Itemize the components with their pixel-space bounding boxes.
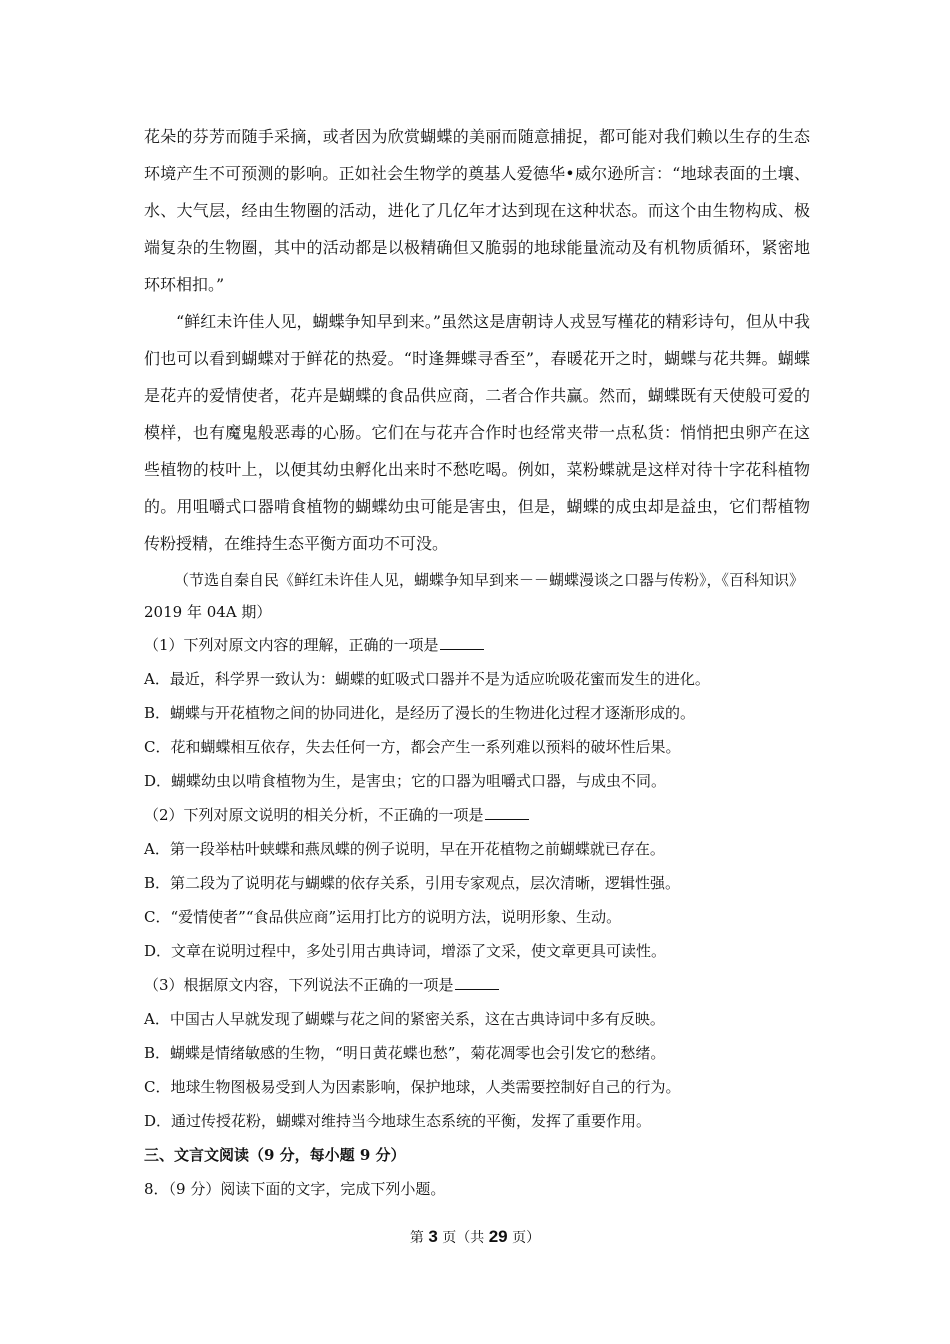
footer-middle: 页（共: [442, 1230, 485, 1246]
question-2-option-d: D．文章在说明过程中，多处引用古典诗词，增添了文采，使文章更具可读性。: [144, 942, 667, 960]
question-1: [144, 628, 810, 798]
question-1-option-b: B．蝴蝶与开花植物之间的协同进化，是经历了漫长的生物进化过程才逐渐形成的。: [144, 704, 696, 722]
question-2: [144, 798, 810, 968]
question-1-stem: （1）下列对原文内容的理解，正确的一项是: [144, 636, 439, 654]
footer-total-pages: 29: [488, 1227, 508, 1246]
question-3-option-d: D．通过传授花粉，蝴蝶对维持当今地球生态系统的平衡，发挥了重要作用。: [144, 1112, 652, 1130]
question-2-stem: （2）下列对原文说明的相关分析，不正确的一项是: [144, 806, 484, 824]
article-paragraph-2: “鲜红未许佳人见，蝴蝶争知早到来。”虽然这是唐朝诗人戎昱写槿花的精彩诗句，但从中我们也可以看到蝴蝶对于鲜花的热爱。“时逢舞蝶寻香至”，春暖花开之时，蝴蝶与花共舞。蝴蝶是花卉的爱情使者，花卉是蝴蝶的食品供应商，二者合作共赢。然而，蝴蝶既有天使般可爱的模样，也有魔鬼般恶毒的心肠。它们在与花卉合作时也经常夹带一点私货：悄悄把虫卵产在这些植物的枝叶上，以便其幼虫孵化出来时不愁吃喝。例如，菜粉蝶就是这样对待十字花科植物的。用咀嚼式口器啃食植物的蝴蝶幼虫可能是害虫，但是，蝴蝶的成虫却是益虫，它们帮植物传粉授精，在维持生态平衡方面功不可没。: [144, 312, 810, 553]
question-3-option-b: B．蝴蝶是情绪敏感的生物，“明日黄花蝶也愁”，菊花凋零也会引发它的愁绪。: [144, 1044, 666, 1062]
answer-blank: [455, 974, 499, 990]
page-footer: [0, 1227, 950, 1247]
section-heading: 三、文言文阅读（9 分，每小题 9 分）: [144, 1146, 406, 1164]
footer-prefix: 第: [409, 1230, 424, 1246]
question-1-option-d: D．蝴蝶幼虫以啃食植物为生，是害虫；它的口器为咀嚼式口器，与成虫不同。: [144, 772, 667, 790]
question-3-stem: （3）根据原文内容，下列说法不正确的一项是: [144, 976, 454, 994]
question-2-option-a: A．第一段举枯叶蛱蝶和燕凤蝶的例子说明，早在开花植物之前蝴蝶就已存在。: [144, 840, 665, 858]
question-1-option-c: C．花和蝴蝶相互依存，失去任何一方，都会产生一系列难以预料的破坏性后果。: [144, 738, 681, 756]
article-paragraph-1: 花朵的芬芳而随手采摘，或者因为欣赏蝴蝶的美丽而随意捕捉，都可能对我们赖以生存的生态环境产生不可预测的影响。正如社会生物学的奠基人爱德华•威尔逊所言：“地球表面的土壤、水、大气层，经由生物圈的活动，进化了几亿年才达到现在这种状态。而这个由生物构成、极端复杂的生物圈，其中的活动都是以极精确但又脆弱的地球能量流动及有机物质循环，紧密地环环相扣。”: [144, 127, 810, 294]
question-2-option-c: C．“爱情使者”“食品供应商”运用打比方的说明方法，说明形象、生动。: [144, 908, 622, 926]
document-page: [144, 118, 810, 1206]
footer-page-number: 3: [428, 1227, 438, 1246]
question-1-option-a: A．最近，科学界一致认为：蝴蝶的虹吸式口器并不是为适应吮吸花蜜而发生的进化。: [144, 670, 710, 688]
footer-suffix: 页）: [512, 1230, 541, 1246]
article-source: （节选自秦自民《鲜红未许佳人见，蝴蝶争知早到来－－蝴蝶漫谈之口器与传粉》，《百科知识》2019 年 04A 期）: [144, 571, 805, 621]
question-3-option-c: C．地球生物图极易受到人为因素影响，保护地球，人类需要控制好自己的行为。: [144, 1078, 681, 1096]
answer-blank: [485, 804, 529, 820]
question-3-option-a: A．中国古人早就发现了蝴蝶与花之间的紧密关系，这在古典诗词中多有反映。: [144, 1010, 665, 1028]
task-instruction: 8．（9 分）阅读下面的文字，完成下列小题。: [144, 1180, 446, 1198]
question-3: [144, 968, 810, 1138]
question-2-option-b: B．第二段为了说明花与蝴蝶的依存关系，引用专家观点，层次清晰，逻辑性强。: [144, 874, 681, 892]
answer-blank: [440, 634, 484, 650]
